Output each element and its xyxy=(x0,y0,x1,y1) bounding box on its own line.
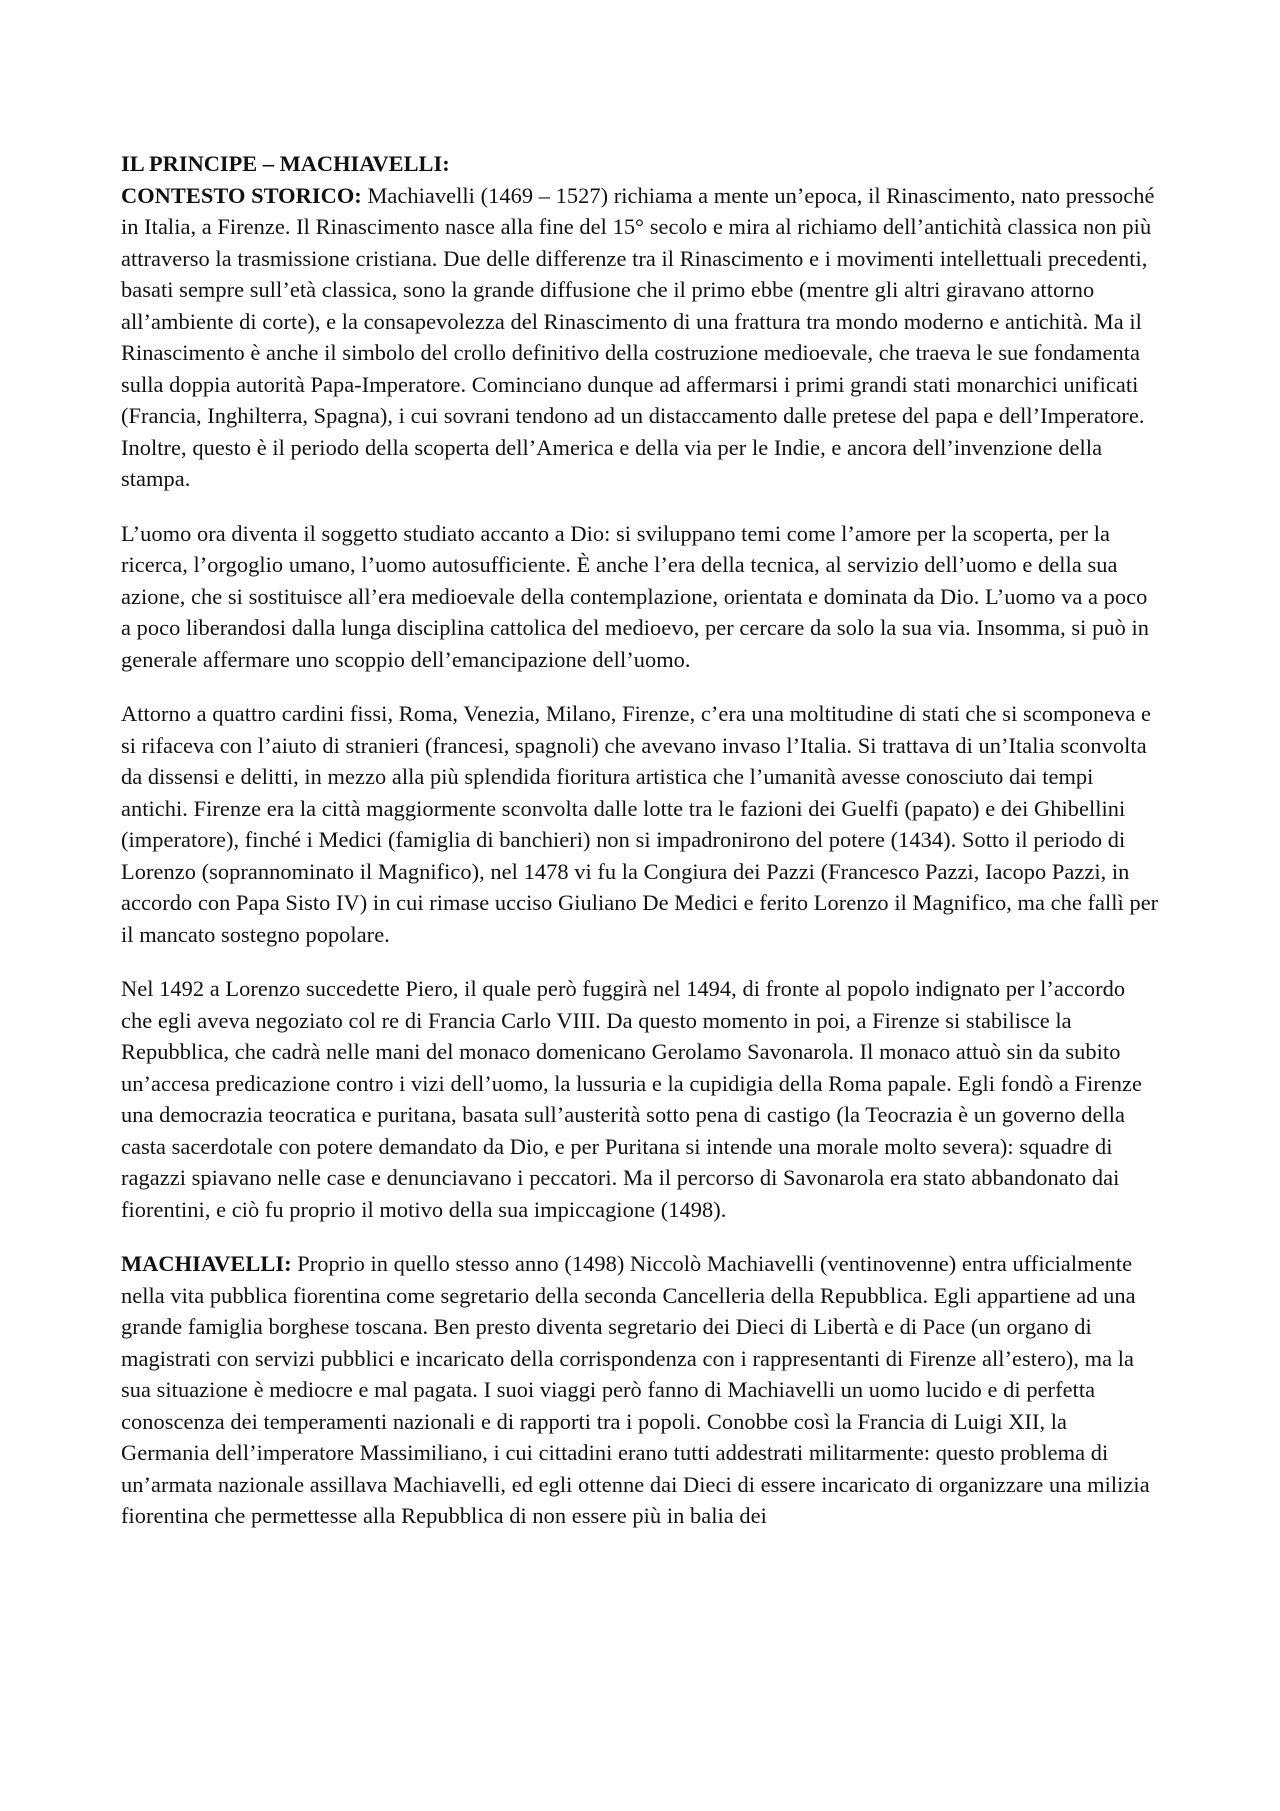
paragraph-savonarola xyxy=(121,973,1160,1225)
paragraph-text: Machiavelli (1469 – 1527) richiama a mente un’epoca, il Rinascimento, nato pressoché in Italia, a Firenze. Il Rinascimento nasce alla fine del 15° secolo e mira al richiamo dell’antichità classica non più attraverso la trasmissione cristiana. Due delle differenze tra il Rinascimento e i movimenti intellettuali precedenti, basati sempre sull’età classica, sono la grande diffusione che il primo ebbe (mentre gli altri giravano attorno all’ambiente di corte), e la consapevolezza del Rinascimento di una frattura tra mondo moderno e antichità. Ma il Rinascimento è anche il simbolo del crollo definitivo della costruzione medioevale, che traeva le sue fondamenta sulla doppia autorità Papa-Imperatore. Cominciano dunque ad affermarsi i primi grandi stati monarchici unificati (Francia, Inghilterra, Spagna), i cui sovrani tendono ad un distaccamento dalle pretese del papa e dell’Imperatore. Inoltre, questo è il periodo della scoperta dell’America e della via per le Indie, e ancora dell’invenzione della stampa. xyxy=(121,182,1155,491)
paragraph-uomo xyxy=(121,518,1160,676)
section-heading-machiavelli: MACHIAVELLI: xyxy=(121,1251,292,1276)
paragraph-text: Nel 1492 a Lorenzo succedette Piero, il quale però fuggirà nel 1494, di fronte al popolo indignato per l’accordo che egli aveva negoziato col re di Francia Carlo VIII. Da questo momento in poi, a Firenze si stabilisce la Repubblica, che cadrà nelle mani del monaco domenicano Gerolamo Savonarola. Il monaco attuò sin da subito un’accesa predicazione contro i vizi dell’uomo, la lussuria e la cupidigia della Roma papale. Egli fondò a Firenze una democrazia teocratica e puritana, basata sull’austerità sotto pena di castigo (la Teocrazia è un governo della casta sacerdotale con potere demandato da Dio, e per Puritana si intende una morale molto severa): squadre di ragazzi spiavano nelle case e denunciavano i peccatori. Ma il percorso di Savonarola era stato abbandonato dai fiorentini, e ciò fu proprio il motivo della sua impiccagione (1498). xyxy=(121,976,1142,1222)
paragraph-machiavelli xyxy=(121,1248,1160,1532)
paragraph-text: L’uomo ora diventa il soggetto studiato accanto a Dio: si sviluppano temi come l’amore per la scoperta, per la ricerca, l’orgoglio umano, l’uomo autosufficiente. È anche l’era della tecnica, al servizio dell’uomo e della sua azione, che si sostituisce all’era medioevale della contemplazione, orientata e dominata da Dio. L’uomo va a poco a poco liberandosi dalla lunga disciplina cattolica del medioevo, per cercare da solo la sua via. Insomma, si può in generale affermare uno scoppio dell’emancipazione dell’uomo. xyxy=(121,520,1149,672)
paragraph-text: Proprio in quello stesso anno (1498) Niccolò Machiavelli (ventinovenne) entra ufficialmente nella vita pubblica fiorentina come segretario della seconda Cancelleria della Repubblica. Egli appartiene ad una grande famiglia borghese toscana. Ben presto diventa segretario dei Dieci di Libertà e di Pace (un organo di magistrati con servizi pubblici e incaricato della corrispondenza con i rappresentanti di Firenze all’estero), ma la sua situazione è mediocre e mal pagata. I suoi viaggi però fanno di Machiavelli un uomo lucido e di perfetta conoscenza dei temperamenti nazionali e di rapporti tra i popoli. Conobbe così la Francia di Luigi XII, la Germania dell’imperatore Massimiliano, i cui cittadini erano tutti addestrati militarmente: questo problema di un’armata nazionale assillava Machiavelli, ed egli ottenne dai Dieci di essere incaricato di organizzare una milizia fiorentina che permettesse alla Repubblica di non essere più in balia dei xyxy=(121,1251,1150,1528)
paragraph-text: Attorno a quattro cardini fissi, Roma, Venezia, Milano, Firenze, c’era una moltitudine di stati che si scomponeva e si rifaceva con l’aiuto di stranieri (francesi, spagnoli) che avevano invaso l’Italia. Si trattava di un’Italia sconvolta da dissensi e delitti, in mezzo alla più splendida fioritura artistica che l’umanità avesse conosciuto dai tempi antichi. Firenze era la città maggiormente sconvolta dalle lotte tra le fazioni dei Guelfi (papato) e dei Ghibellini (imperatore), finché i Medici (famiglia di banchieri) non si impadronirono del potere (1434). Sotto il periodo di Lorenzo (soprannominato il Magnifico), nel 1478 vi fu la Congiura dei Pazzi (Francesco Pazzi, Iacopo Pazzi, in accordo con Papa Sisto IV) in cui rimase ucciso Giuliano De Medici e ferito Lorenzo il Magnifico, ma che fallì per il mancato sostegno popolare. xyxy=(121,701,1159,947)
paragraph-contesto-storico xyxy=(121,180,1160,495)
document-title: IL PRINCIPE – MACHIAVELLI: xyxy=(121,151,450,176)
section-heading-contesto-storico: CONTESTO STORICO: xyxy=(121,182,362,208)
paragraph-cardini xyxy=(121,698,1160,950)
